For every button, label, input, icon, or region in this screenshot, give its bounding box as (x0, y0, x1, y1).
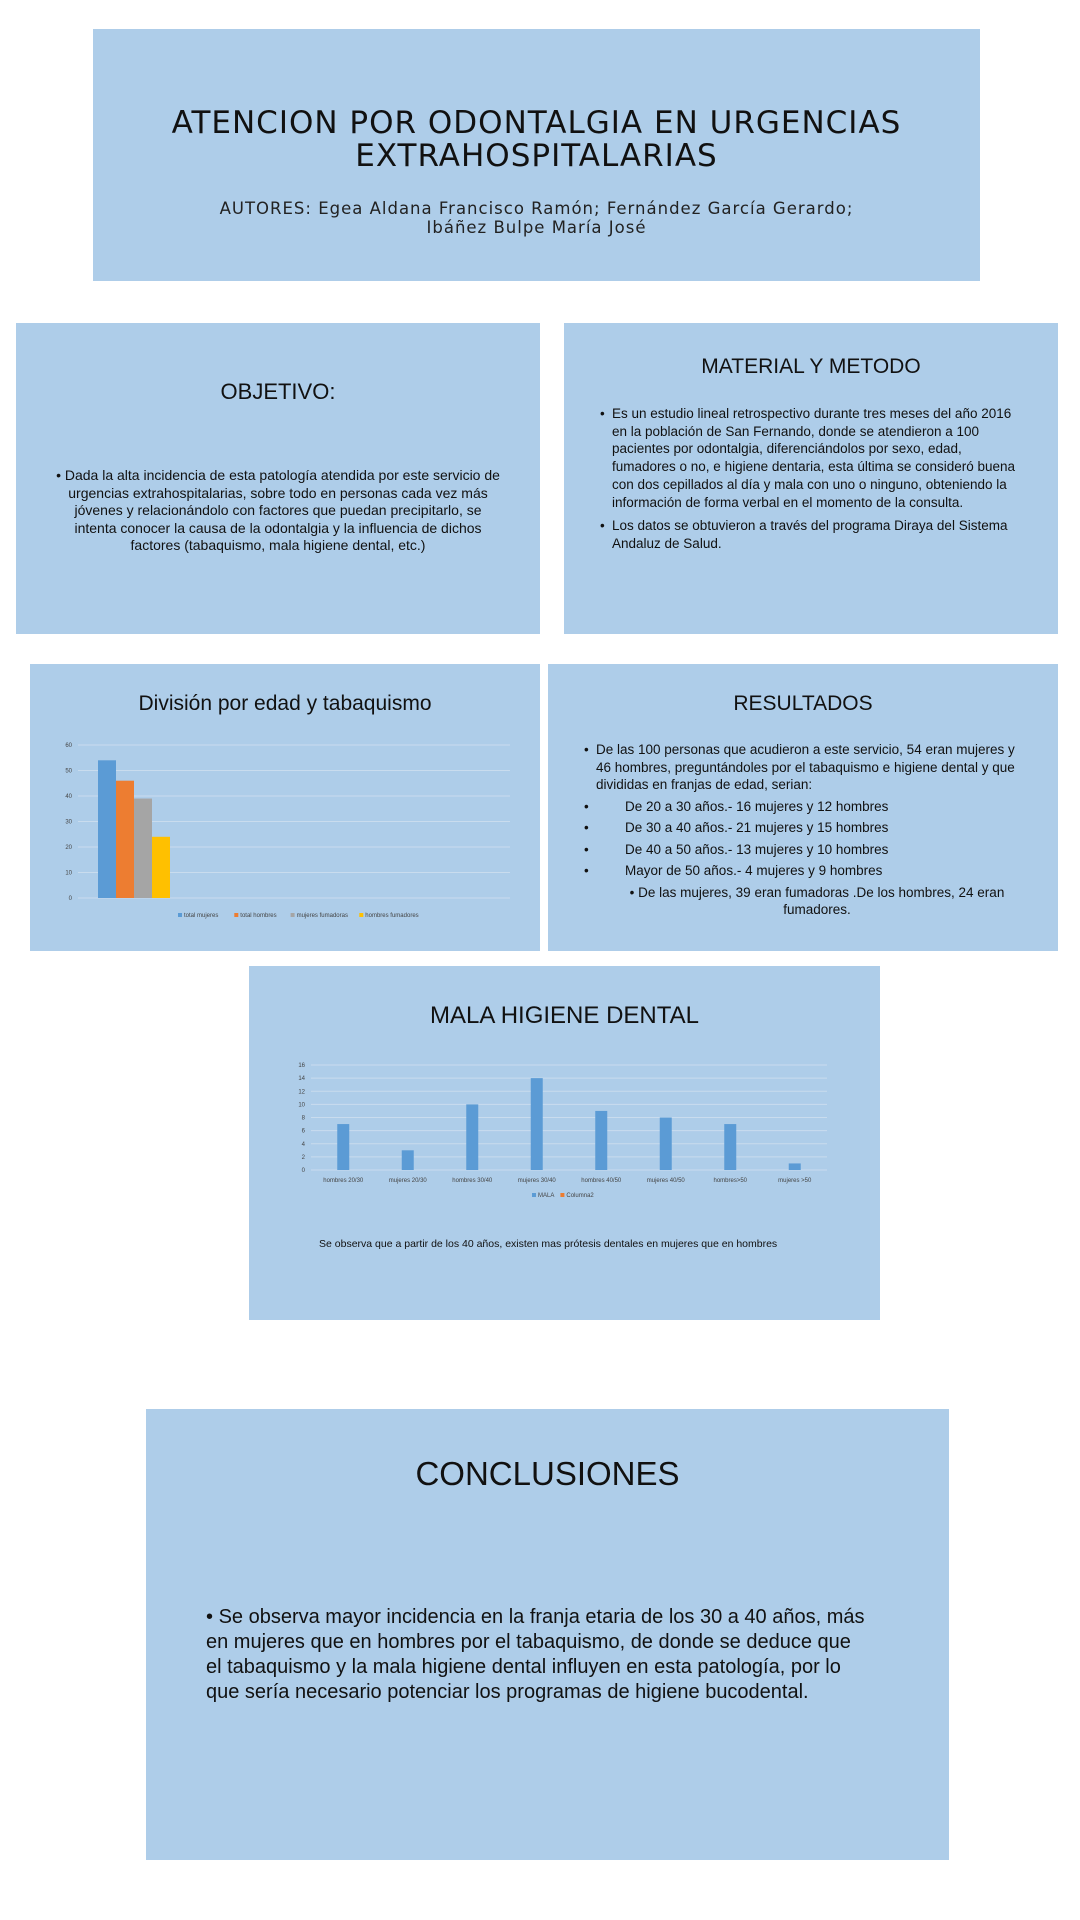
y-tick-label: 30 (65, 819, 72, 826)
y-tick-label: 60 (65, 743, 72, 749)
resultados-title: RESULTADOS (733, 692, 873, 715)
x-tick-label: mujeres 30/40 (517, 1178, 556, 1184)
bullet: • (629, 884, 639, 900)
y-tick-label: 0 (301, 1168, 305, 1174)
bullet: • (584, 798, 589, 814)
bar (531, 1078, 543, 1170)
bar (724, 1124, 736, 1170)
conclusiones-text (206, 1605, 869, 1705)
division-chart-title: División por edad y tabaquismo (138, 692, 432, 715)
y-tick-label: 50 (65, 768, 72, 775)
x-tick-label: hombres 40/50 (581, 1178, 622, 1184)
list-item (584, 819, 1022, 837)
bullet: • (206, 1606, 219, 1628)
legend-label: MALA (538, 1193, 555, 1199)
division-chart (30, 664, 540, 951)
bullet: • (584, 863, 589, 878)
division-chart-panel (30, 664, 540, 951)
legend-swatch (359, 913, 363, 917)
list-item: • Es un estudio lineal retrospectivo durante tres meses del año 2016 en la población de San Fernando, donde se atendieron a 100 pacientes por odontalgia, diferenciándolos por sexo, edad, fumadores o no, e higiene dentaria, esta última se consideró buena con dos cepillados al día y mala con uno o ninguno, obteniendo la información de forma verbal en el momento de la consulta. (600, 405, 1028, 511)
x-tick-label: mujeres >50 (778, 1178, 812, 1184)
objetivo-text-content: Dada la alta incidencia de esta patología atendida por este servicio de urgencias extrahospitalarias, sobre todo en personas cada vez más jóvenes y relacionándolo con factores que puedan precipitarlo, se intenta conocer la causa de la odontalgia y la influencia de dichos factores (tabaquismo, mala higiene dental, etc.) (64, 467, 500, 553)
bar (116, 781, 134, 898)
y-tick-label: 10 (298, 1102, 305, 1109)
bar (152, 837, 170, 898)
y-tick-label: 14 (298, 1076, 305, 1083)
y-tick-label: 4 (301, 1141, 305, 1148)
y-tick-label: 20 (65, 845, 72, 851)
bar (660, 1118, 672, 1171)
legend-swatch (291, 913, 295, 917)
conclusiones-text-content: Se observa mayor incidencia en la franja etaria de los 30 a 40 años, más en mujeres que en hombres por el tabaquismo, de donde se deduce que el tabaquismo y la mala higiene dental influyen en esta patología, por lo que sería necesario potenciar los programas de higiene bucodental. (206, 1606, 865, 1703)
y-tick-label: 12 (298, 1089, 305, 1096)
list-item: • Los datos se obtuvieron a través del programa Diraya del Sistema Andaluz de Salud. (600, 517, 1028, 552)
list-item (584, 862, 1022, 880)
conclusiones-panel (146, 1409, 949, 1860)
objetivo-panel (16, 323, 540, 634)
y-tick-label: 10 (65, 870, 72, 877)
y-tick-label: 6 (301, 1128, 305, 1135)
list-item (584, 884, 1022, 919)
y-tick-label: 8 (301, 1115, 305, 1122)
bullet: • (584, 742, 589, 757)
bullet: • (584, 820, 589, 835)
resultados-panel (548, 664, 1058, 951)
poster-title: ATENCION POR ODONTALGIA EN URGENCIAS EXTRAHOSPITALARIAS (171, 105, 902, 174)
legend-swatch (178, 913, 182, 917)
resultados-intro: De las 100 personas que acudieron a este servicio, 54 eran mujeres y 46 hombres, preguntándoles por el tabaquismo e higiene dental y que divididas en franjas de edad, serian: (596, 742, 1015, 792)
material-list (600, 405, 1028, 559)
x-tick-label: mujeres 20/30 (388, 1178, 427, 1184)
y-tick-label: 16 (298, 1063, 305, 1069)
bullet: • (56, 467, 65, 483)
bar (466, 1104, 478, 1170)
mala-higiene-title: MALA HIGIENE DENTAL (430, 1002, 699, 1029)
bar (402, 1150, 414, 1170)
legend-swatch (532, 1193, 536, 1197)
bar (98, 760, 116, 898)
x-tick-label: hombres 20/30 (323, 1178, 364, 1184)
resultados-final: De las mujeres, 39 eran fumadoras .De los hombres, 24 eran fumadores. (638, 884, 1005, 917)
bullet: • (584, 841, 589, 857)
conclusiones-title: CONCLUSIONES (415, 1455, 680, 1492)
resultados-list (584, 741, 1022, 919)
y-tick-label: 0 (68, 896, 72, 902)
objetivo-text (56, 467, 500, 555)
authors-line: AUTORES: Egea Aldana Francisco Ramón; Fernández García Gerardo; Ibáñez Bulpe María José (219, 199, 854, 237)
bar (595, 1111, 607, 1170)
range-label: Mayor de 50 años.- 4 mujeres y 9 hombres (625, 863, 883, 878)
x-tick-label: hombres>50 (713, 1178, 748, 1184)
bar (337, 1124, 349, 1170)
range-label: De 40 a 50 años.- 13 mujeres y 10 hombres (625, 841, 889, 857)
objetivo-title: OBJETIVO: (220, 379, 336, 404)
x-tick-label: hombres 30/40 (452, 1178, 493, 1184)
bar (134, 799, 152, 898)
mala-higiene-panel (249, 966, 880, 1320)
legend-swatch (234, 913, 238, 917)
mala-higiene-chart (249, 966, 880, 1320)
material-panel (564, 323, 1058, 634)
mala-higiene-note: Se observa que a partir de los 40 años, existen mas prótesis dentales en mujeres que en hombres (319, 1238, 778, 1250)
legend-swatch (560, 1193, 564, 1197)
legend-label: hombres fumadores (365, 913, 419, 919)
legend-label: Columna2 (566, 1193, 594, 1199)
y-tick-label: 2 (301, 1154, 305, 1161)
y-tick-label: 40 (65, 794, 72, 800)
legend-label: total mujeres (184, 913, 219, 919)
bar (789, 1163, 801, 1170)
x-tick-label: mujeres 40/50 (646, 1178, 685, 1184)
range-label: De 30 a 40 años.- 21 mujeres y 15 hombres (625, 820, 889, 835)
range-label: De 20 a 30 años.- 16 mujeres y 12 hombres (625, 798, 889, 814)
legend-label: total hombres (240, 913, 277, 919)
title-panel (93, 29, 980, 281)
list-item (584, 841, 1022, 859)
material-title: MATERIAL Y METODO (701, 355, 921, 378)
list-item (584, 741, 1022, 794)
list-item (584, 798, 1022, 816)
legend-label: mujeres fumadoras (296, 913, 348, 919)
